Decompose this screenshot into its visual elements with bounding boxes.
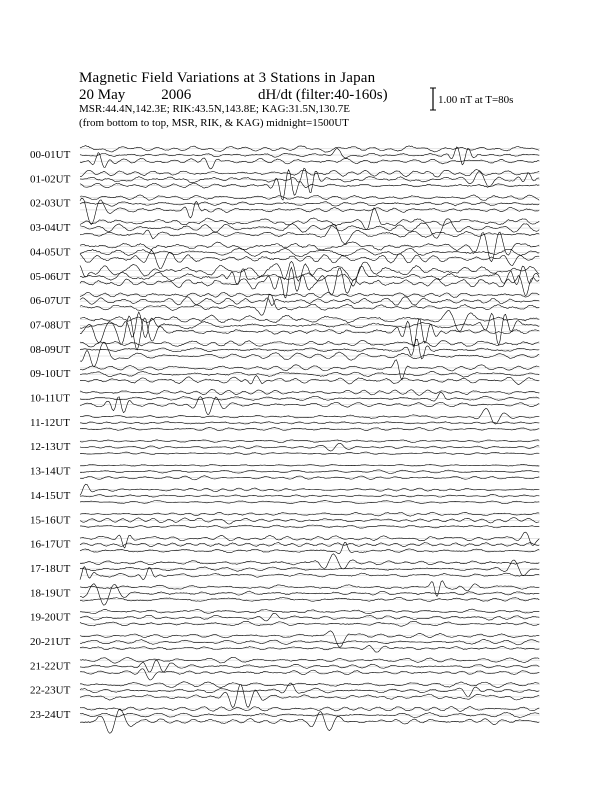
hour-label: 23-24UT: [30, 709, 71, 722]
date-day: 20 May: [79, 87, 126, 103]
hour-label: 08-09UT: [30, 343, 71, 356]
station-trace-kag: [80, 554, 539, 569]
hour-label: 22-23UT: [30, 684, 71, 697]
station-trace-msr: [80, 669, 539, 680]
hour-label: 00-01UT: [30, 149, 71, 161]
station-trace-rik: [80, 202, 539, 207]
station-trace-kag: [80, 208, 539, 230]
station-trace-kag: [80, 631, 539, 647]
station-trace-msr: [80, 685, 539, 708]
hour-label: 01-02UT: [30, 173, 71, 186]
station-trace-msr: [80, 170, 539, 200]
hour-label: 11-12UT: [30, 416, 70, 429]
hour-label: 15-16UT: [30, 514, 71, 527]
hour-label: 16-17UT: [30, 538, 71, 551]
scale-label: 1.00 nT at T=80s: [438, 94, 514, 106]
hour-label: 07-08UT: [30, 319, 71, 332]
station-trace-rik: [80, 168, 539, 192]
station-trace-msr: [80, 646, 539, 652]
station-trace-rik: [80, 660, 539, 672]
order-note: (from bottom to top, MSR, RIK, & KAG) midnight=1500UT: [79, 117, 349, 129]
station-trace-kag: [80, 360, 539, 380]
station-trace-kag: [80, 232, 539, 261]
hour-label: 05-06UT: [30, 270, 71, 283]
station-trace-kag: [80, 408, 539, 424]
hour-label: 09-10UT: [30, 368, 71, 381]
hour-label: 06-07UT: [30, 295, 71, 308]
hour-label: 12-13UT: [30, 441, 71, 454]
hour-label: 03-04UT: [30, 222, 71, 235]
data-type-label: dH/dt (filter:40-160s): [258, 87, 388, 103]
hour-label: 10-11UT: [30, 392, 70, 405]
hour-label: 14-15UT: [30, 489, 71, 502]
chart-title: Magnetic Field Variations at 3 Stations in Japan: [79, 70, 376, 86]
hour-label: 17-18UT: [30, 562, 71, 575]
station-trace-rik: [80, 371, 539, 377]
station-trace-msr: [80, 294, 539, 315]
hour-label: 04-05UT: [30, 246, 71, 259]
hour-label: 18-19UT: [30, 587, 71, 600]
hour-label: 21-22UT: [30, 660, 71, 673]
hour-label: 20-21UT: [30, 636, 71, 648]
station-trace-kag: [80, 310, 539, 331]
station-trace-rik: [80, 312, 539, 345]
stations-label: MSR:44.4N,142.3E; RIK:43.5N,143.8E; KAG:31.5N,130.7E: [79, 103, 351, 115]
hour-label: 19-20UT: [30, 611, 71, 624]
station-trace-rik: [80, 518, 539, 524]
station-trace-msr: [80, 375, 539, 384]
hour-label: 13-14UT: [30, 465, 71, 478]
station-trace-rik: [80, 393, 539, 402]
station-trace-rik: [80, 266, 539, 286]
date-year: 2006: [161, 87, 192, 103]
station-trace-rik: [80, 613, 539, 621]
hour-label: 02-03UT: [30, 197, 71, 210]
